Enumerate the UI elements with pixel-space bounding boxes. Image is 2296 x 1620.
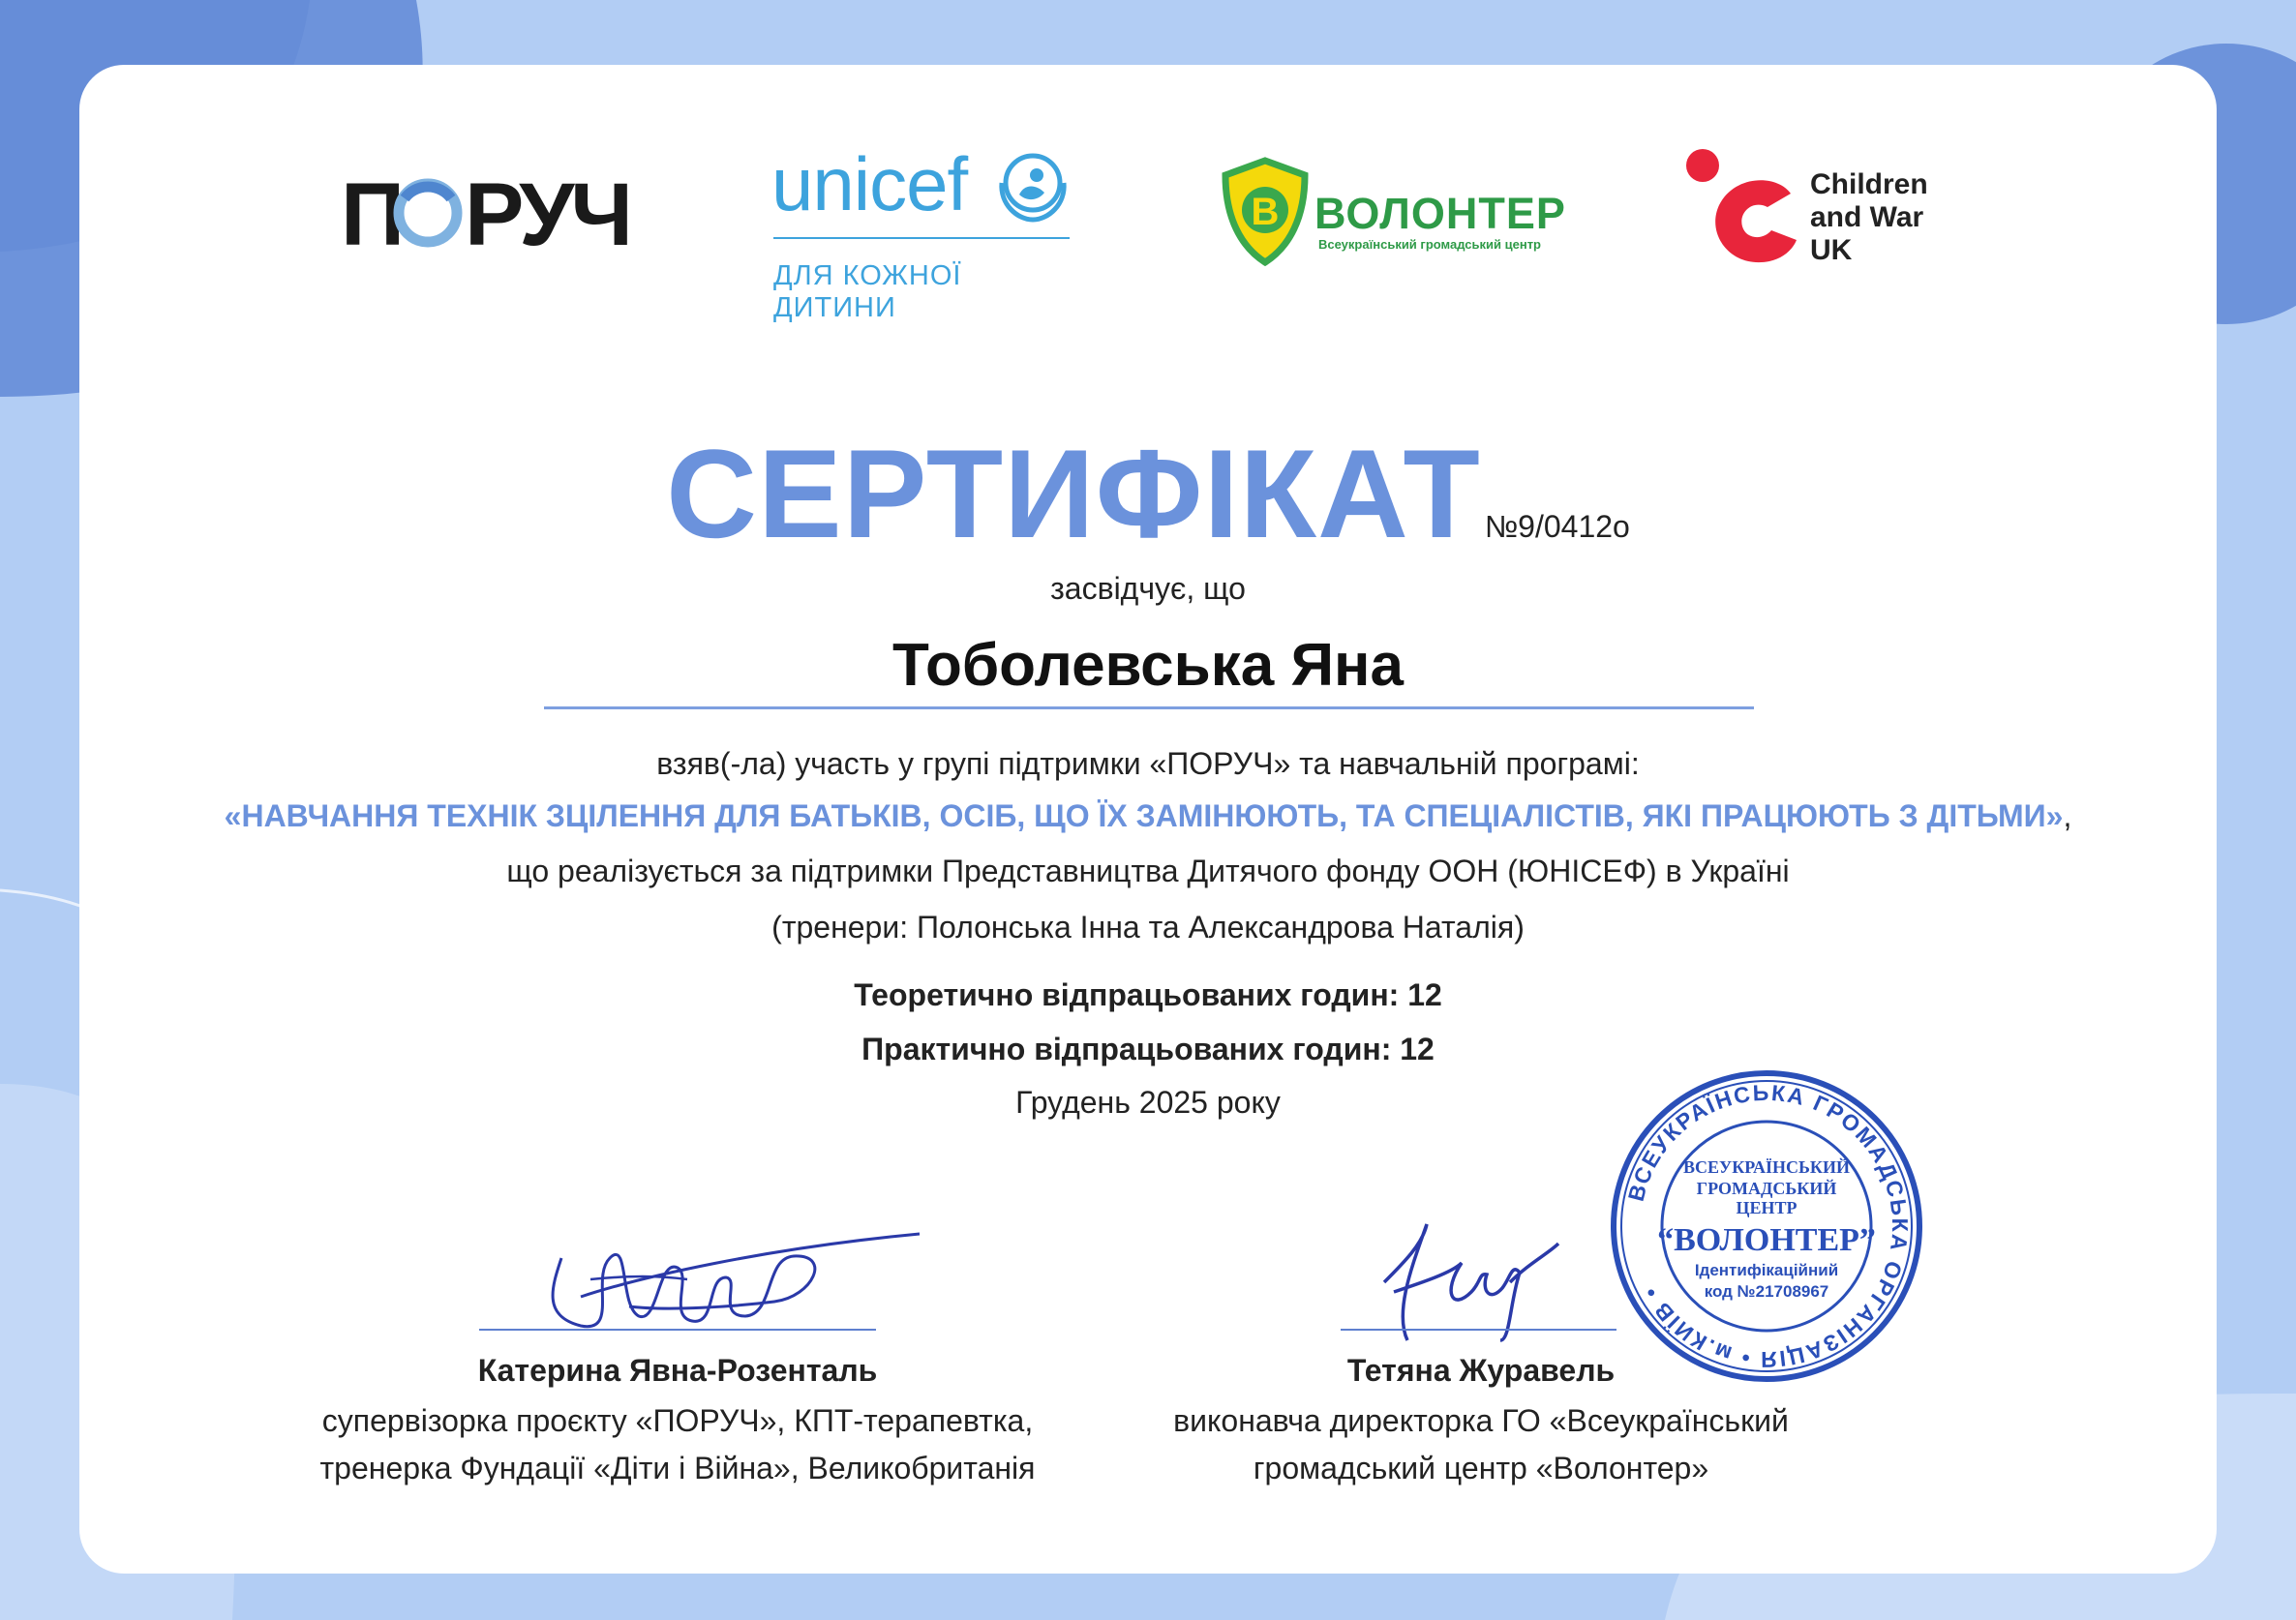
unicef-wordmark: unicef <box>771 141 968 226</box>
volonter-wordmark: ВОЛОНТЕР <box>1314 189 1566 238</box>
program-title-text: «НАВЧАННЯ ТЕХНІК ЗЦІЛЕННЯ ДЛЯ БАТЬКІВ, ОСІБ, ЩО ЇХ ЗАМІНЮЮТЬ, ТА СПЕЦІАЛІСТІВ, ЯКІ ПРАЦЮЮТЬ З ДІТЬМИ» <box>224 798 2064 833</box>
stamp-line-4: “ВОЛОНТЕР” <box>1657 1222 1876 1258</box>
support-text: що реалізується за підтримки Представництва Дитячого фонду ООН (ЮНІСЕФ) в Україні <box>506 854 1790 888</box>
volonter-logo <box>1222 158 1566 269</box>
stamp-line-6: код №21708967 <box>1704 1282 1829 1301</box>
certificate-title <box>0 421 2296 566</box>
svg-text:П: П <box>341 165 402 264</box>
signatory-1-role <box>271 1397 1084 1492</box>
signatory-2-role-line1: виконавча директорка ГО «Всеукраїнський <box>1173 1403 1789 1438</box>
signature-2-line <box>1341 1329 1616 1331</box>
poruch-logo <box>341 160 630 264</box>
signatory-2-role-line2: громадський центр «Волонтер» <box>1253 1451 1709 1485</box>
shield-icon <box>1222 158 1309 266</box>
children-and-war-text-1: Children <box>1810 168 1928 200</box>
unicef-emblem-icon <box>992 144 1073 225</box>
issue-date: Грудень 2025 року <box>1015 1085 1281 1120</box>
stamp-line-1: ВСЕУКРАЇНСЬКИЙ <box>1683 1157 1850 1177</box>
signatory-1-name: Катерина Явна-Розенталь <box>477 1353 878 1388</box>
children-and-war-text-2: and War <box>1810 201 1924 233</box>
certificate-title-text: СЕРТИФІКАТ <box>666 423 1481 564</box>
organization-stamp <box>1607 1066 1926 1386</box>
signature-1 <box>523 1219 929 1345</box>
trainers-text: (тренери: Полонська Інна та Александрова Наталія) <box>771 910 1525 945</box>
certificate-number: №9/0412о <box>1484 509 1630 544</box>
unicef-tagline: ДЛЯ КОЖНОЇ ДИТИНИ <box>773 260 962 323</box>
stamp-line-2: ГРОМАДСЬКИЙ <box>1696 1179 1837 1198</box>
theory-hours: Теоретично відпрацьованих годин: 12 <box>854 977 1442 1012</box>
signatory-2-role <box>1074 1397 1888 1492</box>
svg-text:РУЧ: РУЧ <box>465 165 630 264</box>
recipient-underline <box>544 706 1754 709</box>
unicef-divider <box>773 237 1070 239</box>
children-and-war-text-3: UK <box>1810 234 1853 266</box>
stamp-line-5: Ідентифікаційний <box>1694 1261 1839 1279</box>
volonter-subtitle: Всеукраїнський громадський центр <box>1318 237 1542 252</box>
unicef-logo <box>770 140 1079 323</box>
signatory-1-role-line2: тренерка Фундації «Діти і Війна», Великобританія <box>319 1451 1036 1485</box>
signatory-2-name: Тетяна Журавель <box>1346 1353 1616 1388</box>
recipient-name: Тоболевська Яна <box>892 632 1404 699</box>
stamp-line-3: ЦЕНТР <box>1736 1198 1798 1217</box>
children-and-war-emblem-icon <box>1682 145 1798 276</box>
signature-1-line <box>479 1329 876 1331</box>
program-title <box>0 798 2296 834</box>
signatory-1-role-line1: супервізорка проєкту «ПОРУЧ», КПТ-терапевтка, <box>321 1403 1034 1438</box>
program-comma: , <box>2063 798 2072 833</box>
stamp-outer-text: ВСЕУКРАЇНСЬКА ГРОМАДСЬКА ОРГАНІЗАЦІЯ • м.КИЇВ • <box>1622 1079 1914 1373</box>
practice-hours: Практично відпрацьованих годин: 12 <box>861 1032 1435 1066</box>
participation-text: взяв(-ла) участь у групі підтримки «ПОРУЧ» та навчальній програмі: <box>656 746 1640 781</box>
children-and-war-logo <box>1682 145 1973 276</box>
svg-text:В: В <box>1251 191 1280 233</box>
certifies-text: засвідчує, що <box>1050 571 1246 606</box>
